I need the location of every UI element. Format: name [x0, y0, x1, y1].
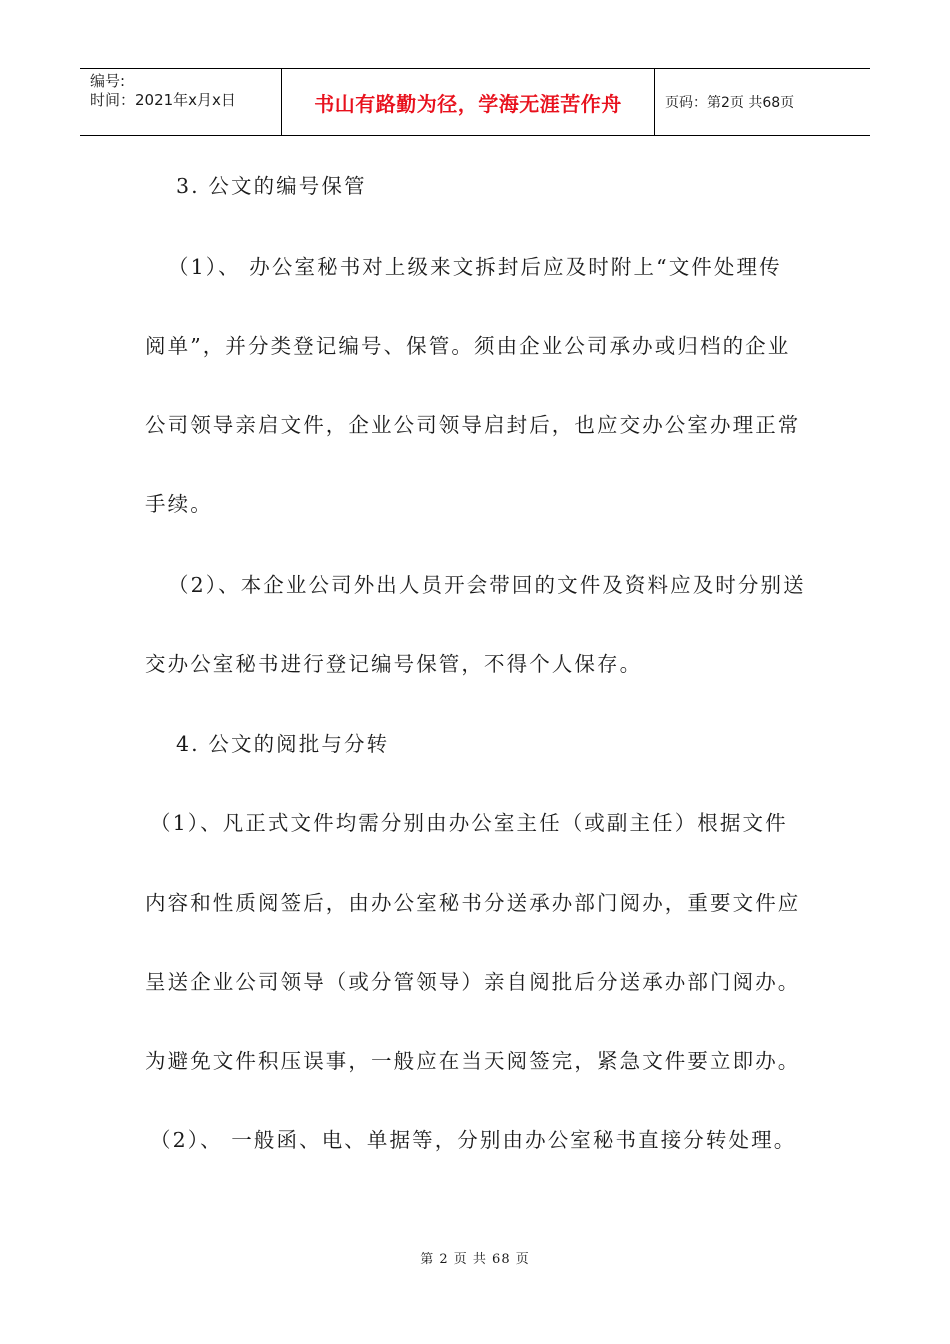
header-meta: [80, 69, 282, 135]
page-footer: 第 2 页 共 68 页: [420, 1252, 530, 1267]
body-line: 阅单”，并分类登记编号、保管。须由企业公司承办或归档的企业: [145, 334, 791, 358]
section-heading-4: 4. 公文的阅批与分转: [176, 732, 390, 756]
document-number-label: 编号:: [90, 72, 126, 90]
body-line: （1）、凡正式文件均需分别由办公室主任（或副主任）根据文件: [150, 811, 788, 835]
body-line: 呈送企业公司领导（或分管领导）亲自阅批后分送承办部门阅办。: [145, 970, 801, 994]
section-heading-3: 3. 公文的编号保管: [176, 174, 367, 198]
header-slogan: 书山有路勤为径，学海无涯苦作舟: [282, 69, 655, 135]
body-line: 为避免文件积压误事，一般应在当天阅签完，紧急文件要立即办。: [145, 1049, 801, 1073]
body-line: 内容和性质阅签后，由办公室秘书分送承办部门阅办，重要文件应: [145, 891, 801, 915]
body-line: 交办公室秘书进行登记编号保管，不得个人保存。: [145, 652, 643, 676]
body-line: （1）、 办公室秘书对上级来文拆封后应及时附上“文件处理传: [168, 255, 782, 279]
body-line: 公司领导亲启文件，企业公司领导启封后，也应交办公室办理正常: [145, 413, 801, 437]
body-line: 手续。: [145, 492, 213, 516]
header-page-info: 页码：第2页 共68页: [665, 95, 795, 111]
document-time: 时间：2021年x月x日: [90, 91, 236, 109]
body-line: （2）、 一般函、电、单据等，分别由办公室秘书直接分转处理。: [150, 1128, 797, 1152]
body-line: （2）、本企业公司外出人员开会带回的文件及资料应及时分别送: [168, 573, 806, 597]
page-header: [80, 68, 870, 136]
